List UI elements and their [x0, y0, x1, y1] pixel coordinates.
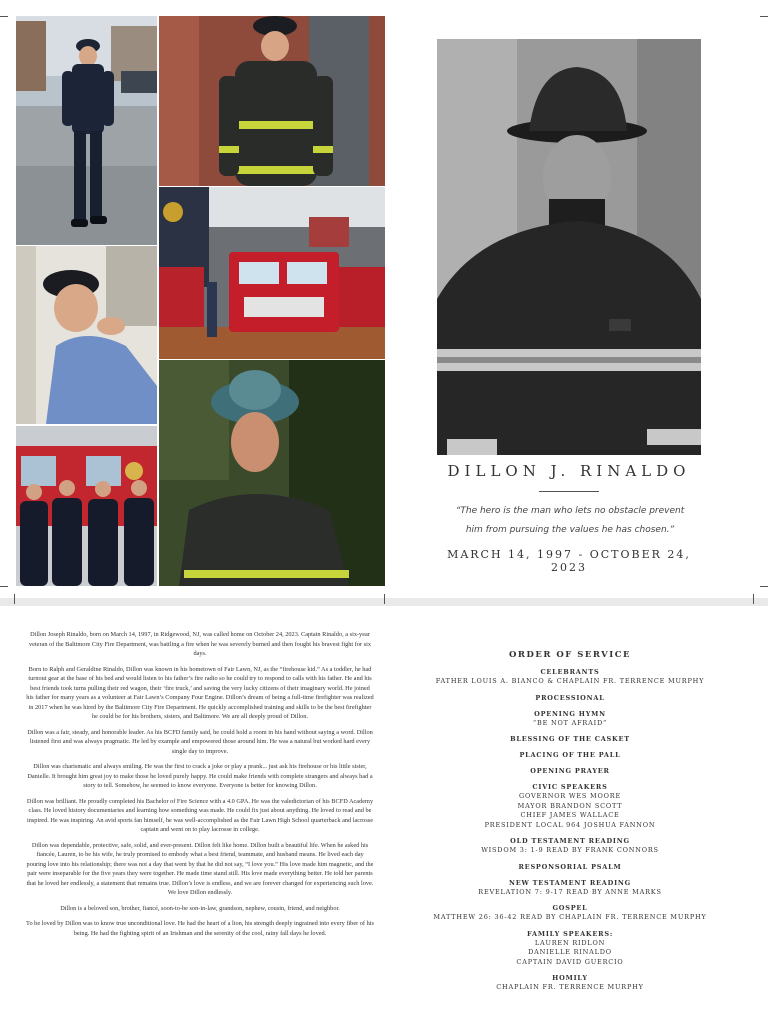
service-item-detail: “BE NOT AFRAID” — [532, 718, 608, 727]
service-item-heading: CIVIC SPEAKERS — [532, 783, 608, 791]
service-item-heading: OPENING PRAYER — [530, 767, 610, 775]
fire-engine-bay-photo — [159, 187, 385, 359]
service-item-detail: DANIELLE RINALDO — [528, 948, 612, 956]
crew-group-photo — [16, 426, 157, 586]
service-item — [430, 735, 710, 744]
service-item-detail: MAYOR BRANDON SCOTT — [517, 801, 623, 810]
service-item-heading: OLD TESTAMENT READING — [510, 837, 630, 845]
memorial-dates: MARCH 14, 1997 - OCTOBER 24, 2023 — [447, 548, 691, 574]
black-and-white-portrait-photo — [437, 39, 701, 455]
service-item — [430, 668, 710, 687]
casual-portrait-photo — [16, 246, 157, 424]
service-item — [430, 974, 710, 993]
service-item — [430, 904, 710, 923]
service-item-detail: CAPTAIN DAVID GUERCIO — [516, 957, 624, 966]
service-item-heading: GOSPEL — [552, 904, 588, 912]
service-item-detail: PRESIDENT LOCAL 964 JOSHUA FANNON — [484, 820, 656, 829]
service-item-heading: FAMILY SPEAKERS: — [526, 929, 614, 938]
obituary — [26, 630, 374, 944]
service-item-detail: MATTHEW 26: 36-42 READ BY CHAPLAIN FR. TERRENCE MURPHY — [433, 913, 707, 921]
service-item — [430, 930, 710, 968]
obituary-paragraph: Dillon was a fair, steady, and honorable leader. As his BCFD family said, he could hold a room in his hand without saying a word. Dillon listened first and was always pragmatic. He led by example and empowered those around him. He was a natural but worked hard every single day to improve. — [27, 728, 373, 755]
service-item — [430, 837, 710, 856]
helmet-portrait-photo — [159, 360, 385, 586]
crop-mark — [760, 16, 768, 17]
service-item-detail: CHIEF JAMES WALLACE — [520, 811, 620, 819]
obituary-paragraph: Dillon was brilliant. He proudly completed his Bachelor of Fire Science with a 4.0 GPA. He was the valedictorian of his BCFD Academy class. He loved history documentaries and learning how something was made. He could fix just about anything. He loved to read and be inspired. He was inspiring. An avid sports fan himself, he was well-accomplished as the Fair Lawn High School quarterback and lacrosse captain and went on to play lacrosse in college. — [26, 797, 374, 833]
service-item-detail: CHAPLAIN FR. TERRENCE MURPHY — [496, 983, 644, 991]
service-item — [430, 767, 710, 776]
turnout-gear-photo — [159, 16, 385, 186]
service-item-detail: GOVERNOR WES MOORE — [518, 792, 621, 800]
service-item-detail: LAUREN RIDLON — [534, 938, 606, 947]
crop-mark — [0, 16, 8, 17]
service-item-heading: OPENING HYMN — [534, 709, 606, 718]
service-item-heading: RESPONSORIAL PSALM — [518, 862, 622, 871]
crop-mark — [753, 594, 754, 604]
crop-mark — [14, 594, 15, 604]
service-item-heading: CELEBRANTS — [540, 668, 600, 676]
order-of-service — [430, 650, 710, 1000]
memorial-quote: “The hero is the man who lets no obstacle prevent him from pursuing the values he has chosen.” — [455, 506, 685, 535]
service-item-heading: BLESSING OF THE CASKET — [510, 735, 630, 743]
service-item-heading: PROCESSIONAL — [535, 693, 605, 702]
crop-mark — [760, 586, 768, 587]
service-item — [430, 863, 710, 872]
obituary-paragraph: Dillon was charismatic and always smiling. He was the first to crack a joke or play a prank... just ask his firehouse or his little sister, Danielle. It brought him great joy to make those he loved purely happy. He could make friends with complete strangers and always had a story to tell. Somehow, he seemed to know everyone. Everyone is better for knowing Dillon. — [27, 763, 373, 789]
crop-mark — [0, 586, 8, 587]
service-item — [430, 879, 710, 898]
service-item-heading: NEW TESTAMENT READING — [508, 878, 632, 887]
obituary-paragraph: Dillon Joseph Rinaldo, born on March 14, 1997, in Ridgewood, NJ, was called home on October 24, 2023. Captain Rinaldo, a six-year veteran of the Baltimore City Fire Department, was battling a fire when he was severely burned and then fought his bravest fight for six days. — [28, 631, 372, 657]
service-item-heading: HOMILY — [552, 974, 588, 982]
service-item-heading: PLACING OF THE PALL — [519, 751, 621, 759]
obituary-paragraph: Dillon was dependable, protective, safe, solid, and ever-present. Dillon felt like home. Dillon built a beautiful life. When he asked his fiancée, Lauren, to be his wife, he truly promised to embody what a best friend, teammate, and husband means. He lived each day pouring love into his relationship; there was not a day that went by that he did not say, “I love you.” His love made him magnetic, and the pair were inseparable for the five years they were together. He made time stand still. His love made everything better. He told her parents that he loved her endlessly, a statement that remains true. Dillon’s love is endless, and we are forever changed for experiencing such love. We love Dillon endlessly. — [26, 841, 374, 896]
obituary-paragraph: Dillon is a beloved son, brother, fiancé, soon-to-be son-in-law, grandson, nephew, cousin, friend, and neighbor. — [60, 904, 340, 912]
service-item — [430, 694, 710, 703]
service-item-detail: WISDOM 3: 1-9 READ BY FRANK CONNORS — [481, 846, 659, 854]
order-of-service-title: ORDER OF SERVICE — [509, 650, 631, 660]
dress-uniform-photo — [16, 16, 157, 245]
obituary-paragraph: Born to Ralph and Geraldine Rinaldo, Dillon was known in his hometown of Fair Lawn, NJ, as the “firehouse kid.” As a toddler, he had turnout gear at the base of his bed and would listen to his father’s fire radio so he could try to respond to calls with his father. He and his best friends took turns pulling their red wagon, their ‘fire truck,’ and saving the very lucky citizens of their imaginary world. He joined his father for many years as a volunteer at Fair Lawn’s Company Four Engine. Dillon’s dream of being a full-time firefighter was realized in 2017 when he was hired by the Baltimore City Fire Department. He quickly accomplished training and skills to be the best firefighter he could be for his brothers, sisters, and Baltimore. We are all deeply proud of Dillon. — [26, 665, 374, 720]
service-item — [430, 710, 710, 729]
service-item-detail: REVELATION 7: 9-17 READ BY ANNE MARKS — [478, 887, 662, 896]
service-item-detail: FATHER LOUIS A. BIANCO & CHAPLAIN FR. TERRENCE MURPHY — [435, 677, 705, 685]
service-item — [430, 751, 710, 760]
service-item — [430, 783, 710, 830]
order-of-service-list — [430, 668, 710, 993]
memorial-name: DILLON J. RINALDO — [447, 462, 691, 480]
crop-mark — [384, 594, 385, 604]
name-divider — [539, 491, 599, 492]
obituary-paragraph: To be loved by Dillon was to know true unconditional love. He had the heart of a lion, his strength deeply ingrained into every fiber of his being. He had the fighting spirit of an Irishman and the serenity of the cool, rainy fall days he loved. — [26, 920, 374, 937]
